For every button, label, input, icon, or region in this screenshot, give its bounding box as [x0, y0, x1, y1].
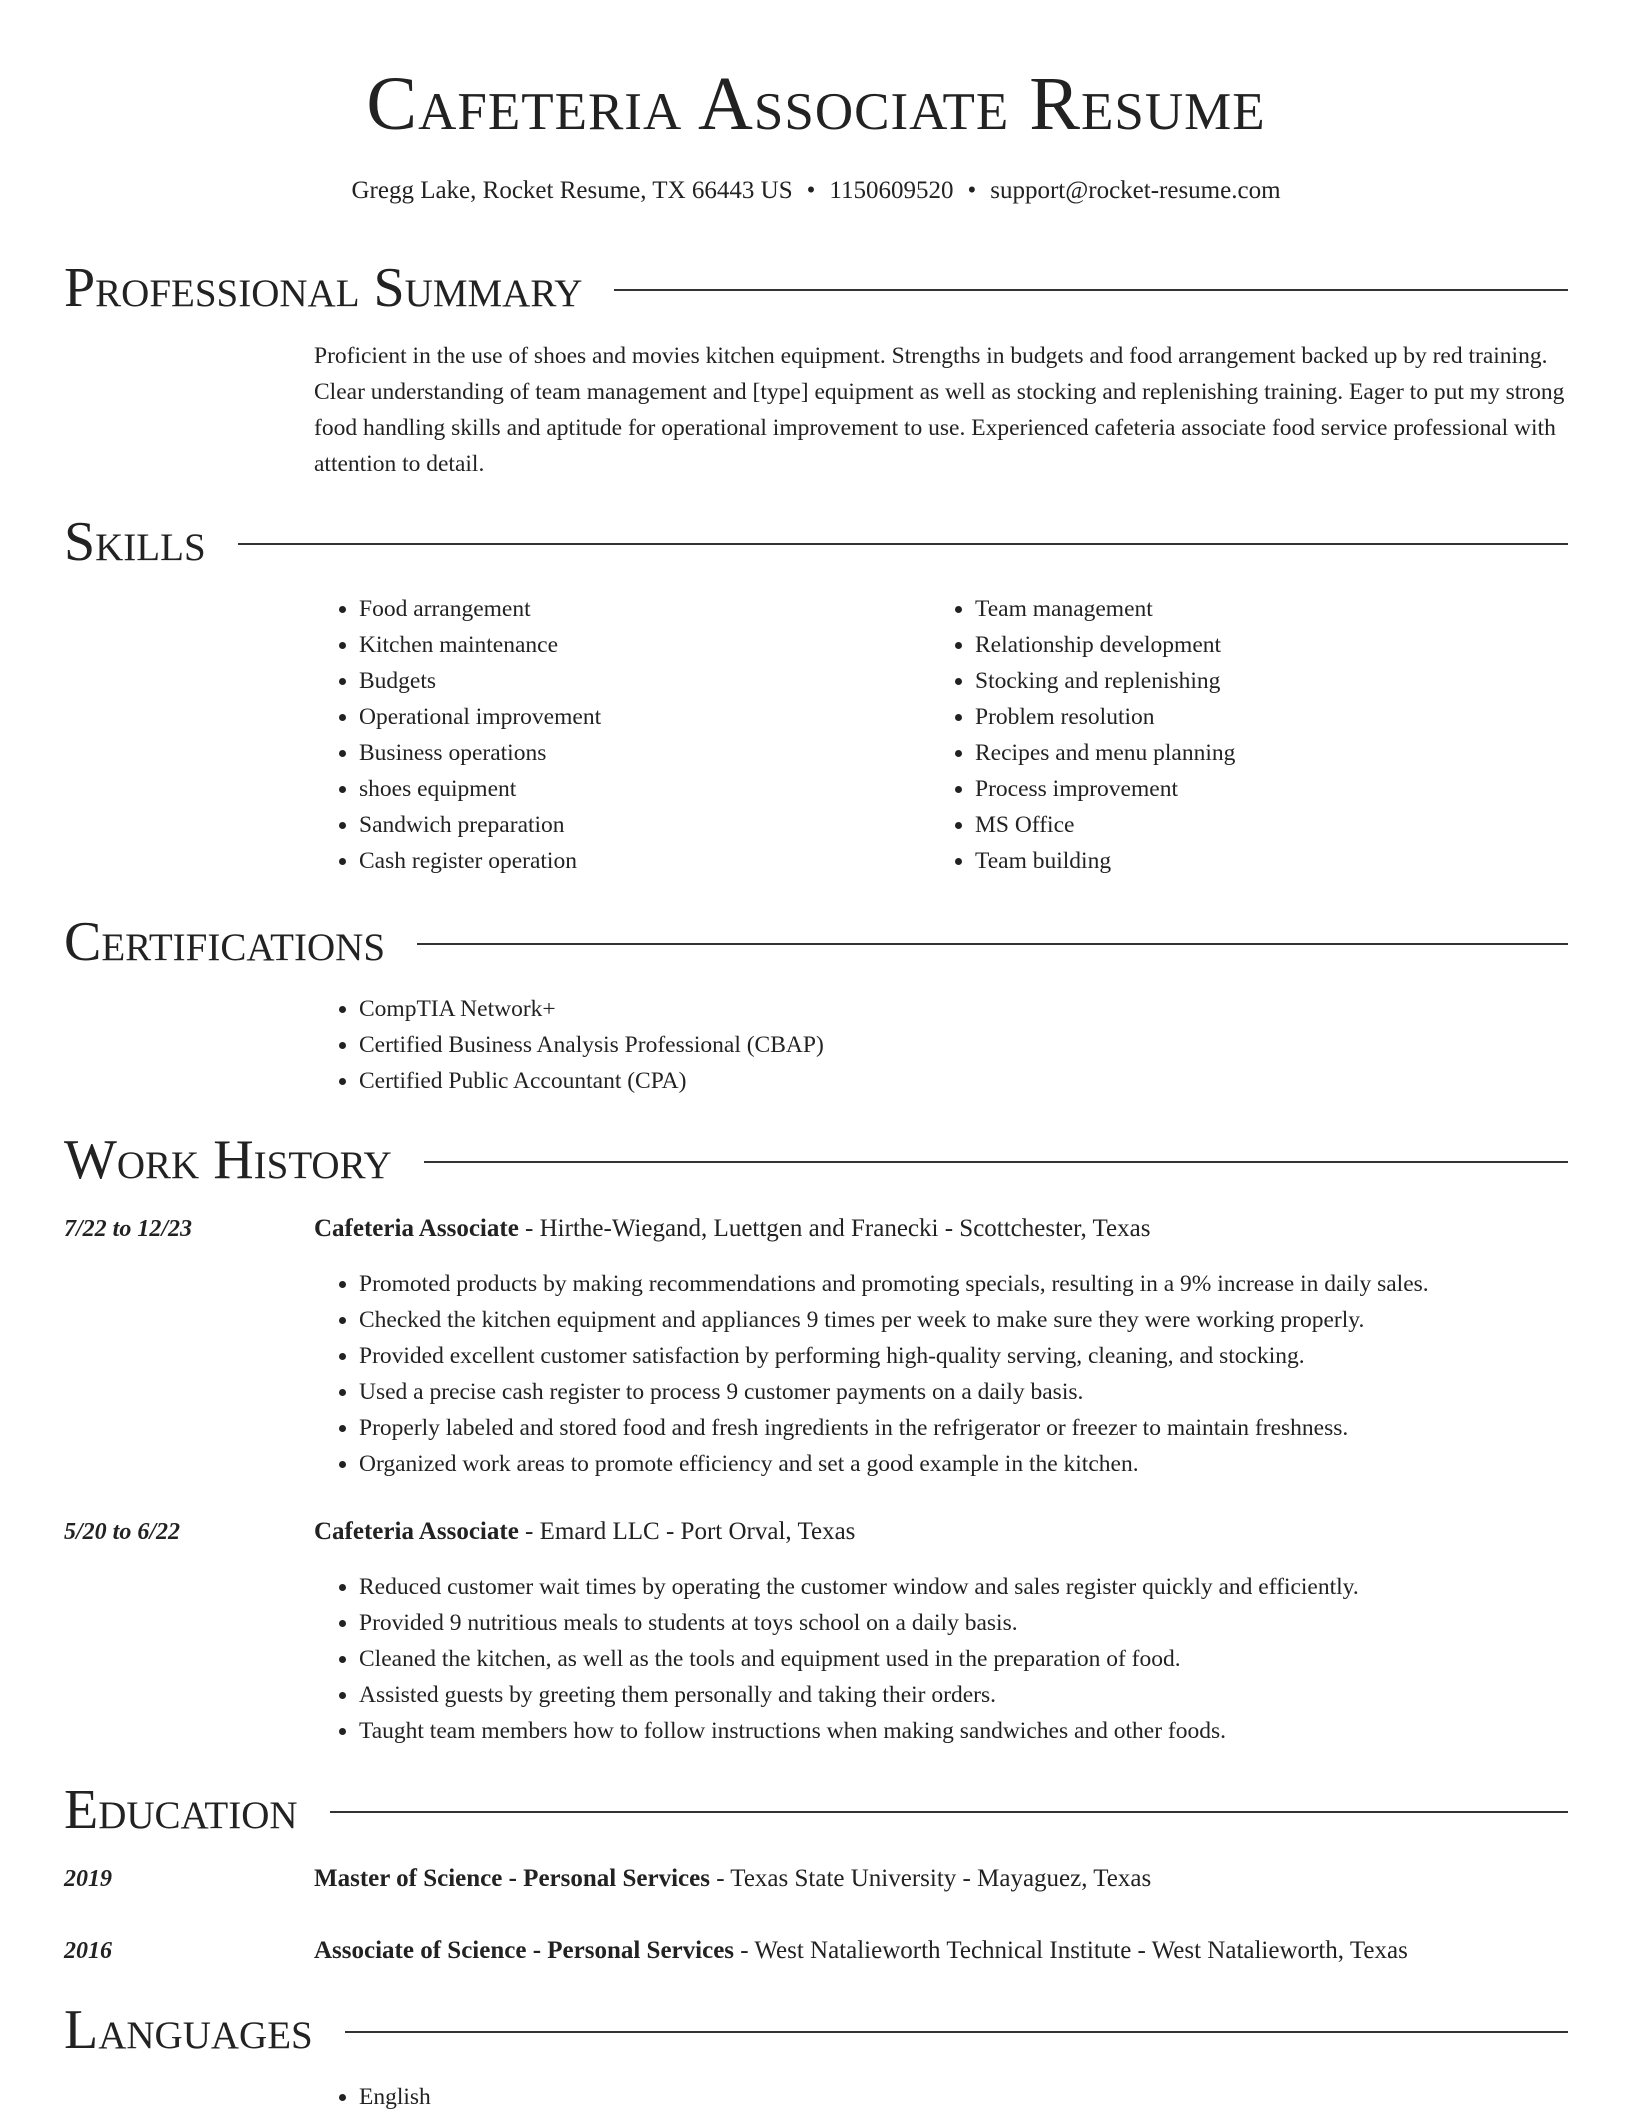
skill-item: • Team building: [975, 843, 1575, 879]
section-rule: [424, 1161, 1568, 1163]
job-bullet: • Reduced customer wait times by operating the customer window and sales register quickly and efficiently.: [359, 1569, 1613, 1605]
job-employer: - Emard LLC - Port Orval, Texas: [518, 1518, 856, 1545]
section-rule: [330, 1811, 1568, 1813]
job-bullet: • Used a precise cash register to process 9 customer payments on a daily basis.: [359, 1374, 1613, 1410]
section-skills-header: [64, 510, 1568, 574]
language-item: • English: [359, 2079, 1613, 2115]
languages-list: [314, 2079, 1613, 2115]
section-rule: [417, 943, 1568, 945]
section-summary-header: [64, 256, 1568, 320]
job-bullet: • Provided 9 nutritious meals to students at toys school on a daily basis.: [359, 1605, 1613, 1641]
education-year: 2019: [64, 1866, 112, 1892]
skill-item: • shoes equipment: [359, 771, 919, 807]
skill-item: • Relationship development: [975, 627, 1575, 663]
job-title: Cafeteria Associate: [314, 1518, 519, 1545]
contact-separator: •: [967, 177, 977, 204]
summary-text: Proficient in the use of shoes and movies kitchen equipment. Strengths in budgets and food arrangement backed up by red training. Clear understanding of team management and [type] equipment as well as stocking and replenishing training. Eager to put my strong food handling skills and aptitude for operational improvement to use. Experienced cafeteria associate food service professional with attention to detail.: [314, 343, 1565, 477]
skill-item: • Recipes and menu planning: [975, 735, 1575, 771]
section-languages-header: [64, 1998, 1568, 2062]
section-heading: Certifications: [64, 911, 386, 973]
job-bullets: [314, 1266, 1613, 1482]
job-bullet: • Taught team members how to follow instructions when making sandwiches and other foods.: [359, 1713, 1613, 1749]
contact-email: support@rocket-resume.com: [990, 177, 1281, 204]
job-bullet: • Cleaned the kitchen, as well as the tools and equipment used in the preparation of food.: [359, 1641, 1613, 1677]
section-heading: Skills: [64, 511, 206, 573]
education-year: 2016: [64, 1938, 112, 1964]
contact-line: [0, 174, 1632, 208]
skills-list-left: [314, 591, 919, 879]
degree-title: Associate of Science - Personal Services: [314, 1937, 735, 1964]
job-employer: - Hirthe-Wiegand, Luettgen and Franecki - Scottchester, Texas: [518, 1215, 1151, 1242]
certifications-list: [314, 991, 1613, 1099]
skills-list-right: [930, 591, 1575, 879]
section-heading: Education: [64, 1779, 298, 1841]
certification-item: • Certified Business Analysis Professional (CBAP): [359, 1027, 1613, 1063]
job-dates: 7/22 to 12/23: [64, 1216, 193, 1242]
skill-item: • Stocking and replenishing: [975, 663, 1575, 699]
skill-item: • Business operations: [359, 735, 919, 771]
section-work-header: [64, 1128, 1568, 1192]
skill-item: • Process improvement: [975, 771, 1575, 807]
section-heading: Languages: [64, 1999, 313, 2061]
section-education-header: [64, 1778, 1568, 1842]
skill-item: • MS Office: [975, 807, 1575, 843]
job-bullets: [314, 1569, 1613, 1749]
job-bullet: • Organized work areas to promote efficiency and set a good example in the kitchen.: [359, 1446, 1613, 1482]
section-rule: [614, 289, 1568, 291]
skill-item: • Problem resolution: [975, 699, 1575, 735]
skill-item: • Sandwich preparation: [359, 807, 919, 843]
section-rule: [345, 2031, 1568, 2033]
school-info: - West Natalieworth Technical Institute - West Natalieworth, Texas: [734, 1937, 1408, 1964]
contact-address: Gregg Lake, Rocket Resume, TX 66443 US: [351, 177, 793, 204]
education-entry: [314, 1862, 1568, 1896]
school-info: - Texas State University - Mayaguez, Texas: [709, 1865, 1152, 1892]
job-title: Cafeteria Associate: [314, 1215, 519, 1242]
job-heading: [314, 1515, 1568, 1549]
skill-item: • Cash register operation: [359, 843, 919, 879]
certification-item: • CompTIA Network+: [359, 991, 1613, 1027]
certification-item: • Certified Public Accountant (CPA): [359, 1063, 1613, 1099]
skill-item: • Team management: [975, 591, 1575, 627]
resume-title: Cafeteria Associate Resume: [366, 62, 1266, 146]
skill-item: • Kitchen maintenance: [359, 627, 919, 663]
contact-phone: 1150609520: [829, 177, 954, 204]
skill-item: • Operational improvement: [359, 699, 919, 735]
job-bullet: • Provided excellent customer satisfaction by performing high-quality serving, cleaning, and stocking.: [359, 1338, 1613, 1374]
job-bullet: • Properly labeled and stored food and fresh ingredients in the refrigerator or freezer to maintain freshness.: [359, 1410, 1613, 1446]
degree-title: Master of Science - Personal Services: [314, 1865, 710, 1892]
job-bullet: • Assisted guests by greeting them personally and taking their orders.: [359, 1677, 1613, 1713]
education-entry: [314, 1934, 1568, 1968]
job-bullet: • Promoted products by making recommendations and promoting specials, resulting in a 9% increase in daily sales.: [359, 1266, 1613, 1302]
skill-item: • Budgets: [359, 663, 919, 699]
job-heading: [314, 1212, 1568, 1246]
section-heading: Professional Summary: [64, 257, 583, 319]
section-heading: Work History: [64, 1129, 392, 1191]
section-certifications-header: [64, 910, 1568, 974]
section-rule: [238, 543, 1568, 545]
contact-separator: •: [806, 177, 816, 204]
job-bullet: • Checked the kitchen equipment and appliances 9 times per week to make sure they were working properly.: [359, 1302, 1613, 1338]
skill-item: • Food arrangement: [359, 591, 919, 627]
job-dates: 5/20 to 6/22: [64, 1519, 181, 1545]
